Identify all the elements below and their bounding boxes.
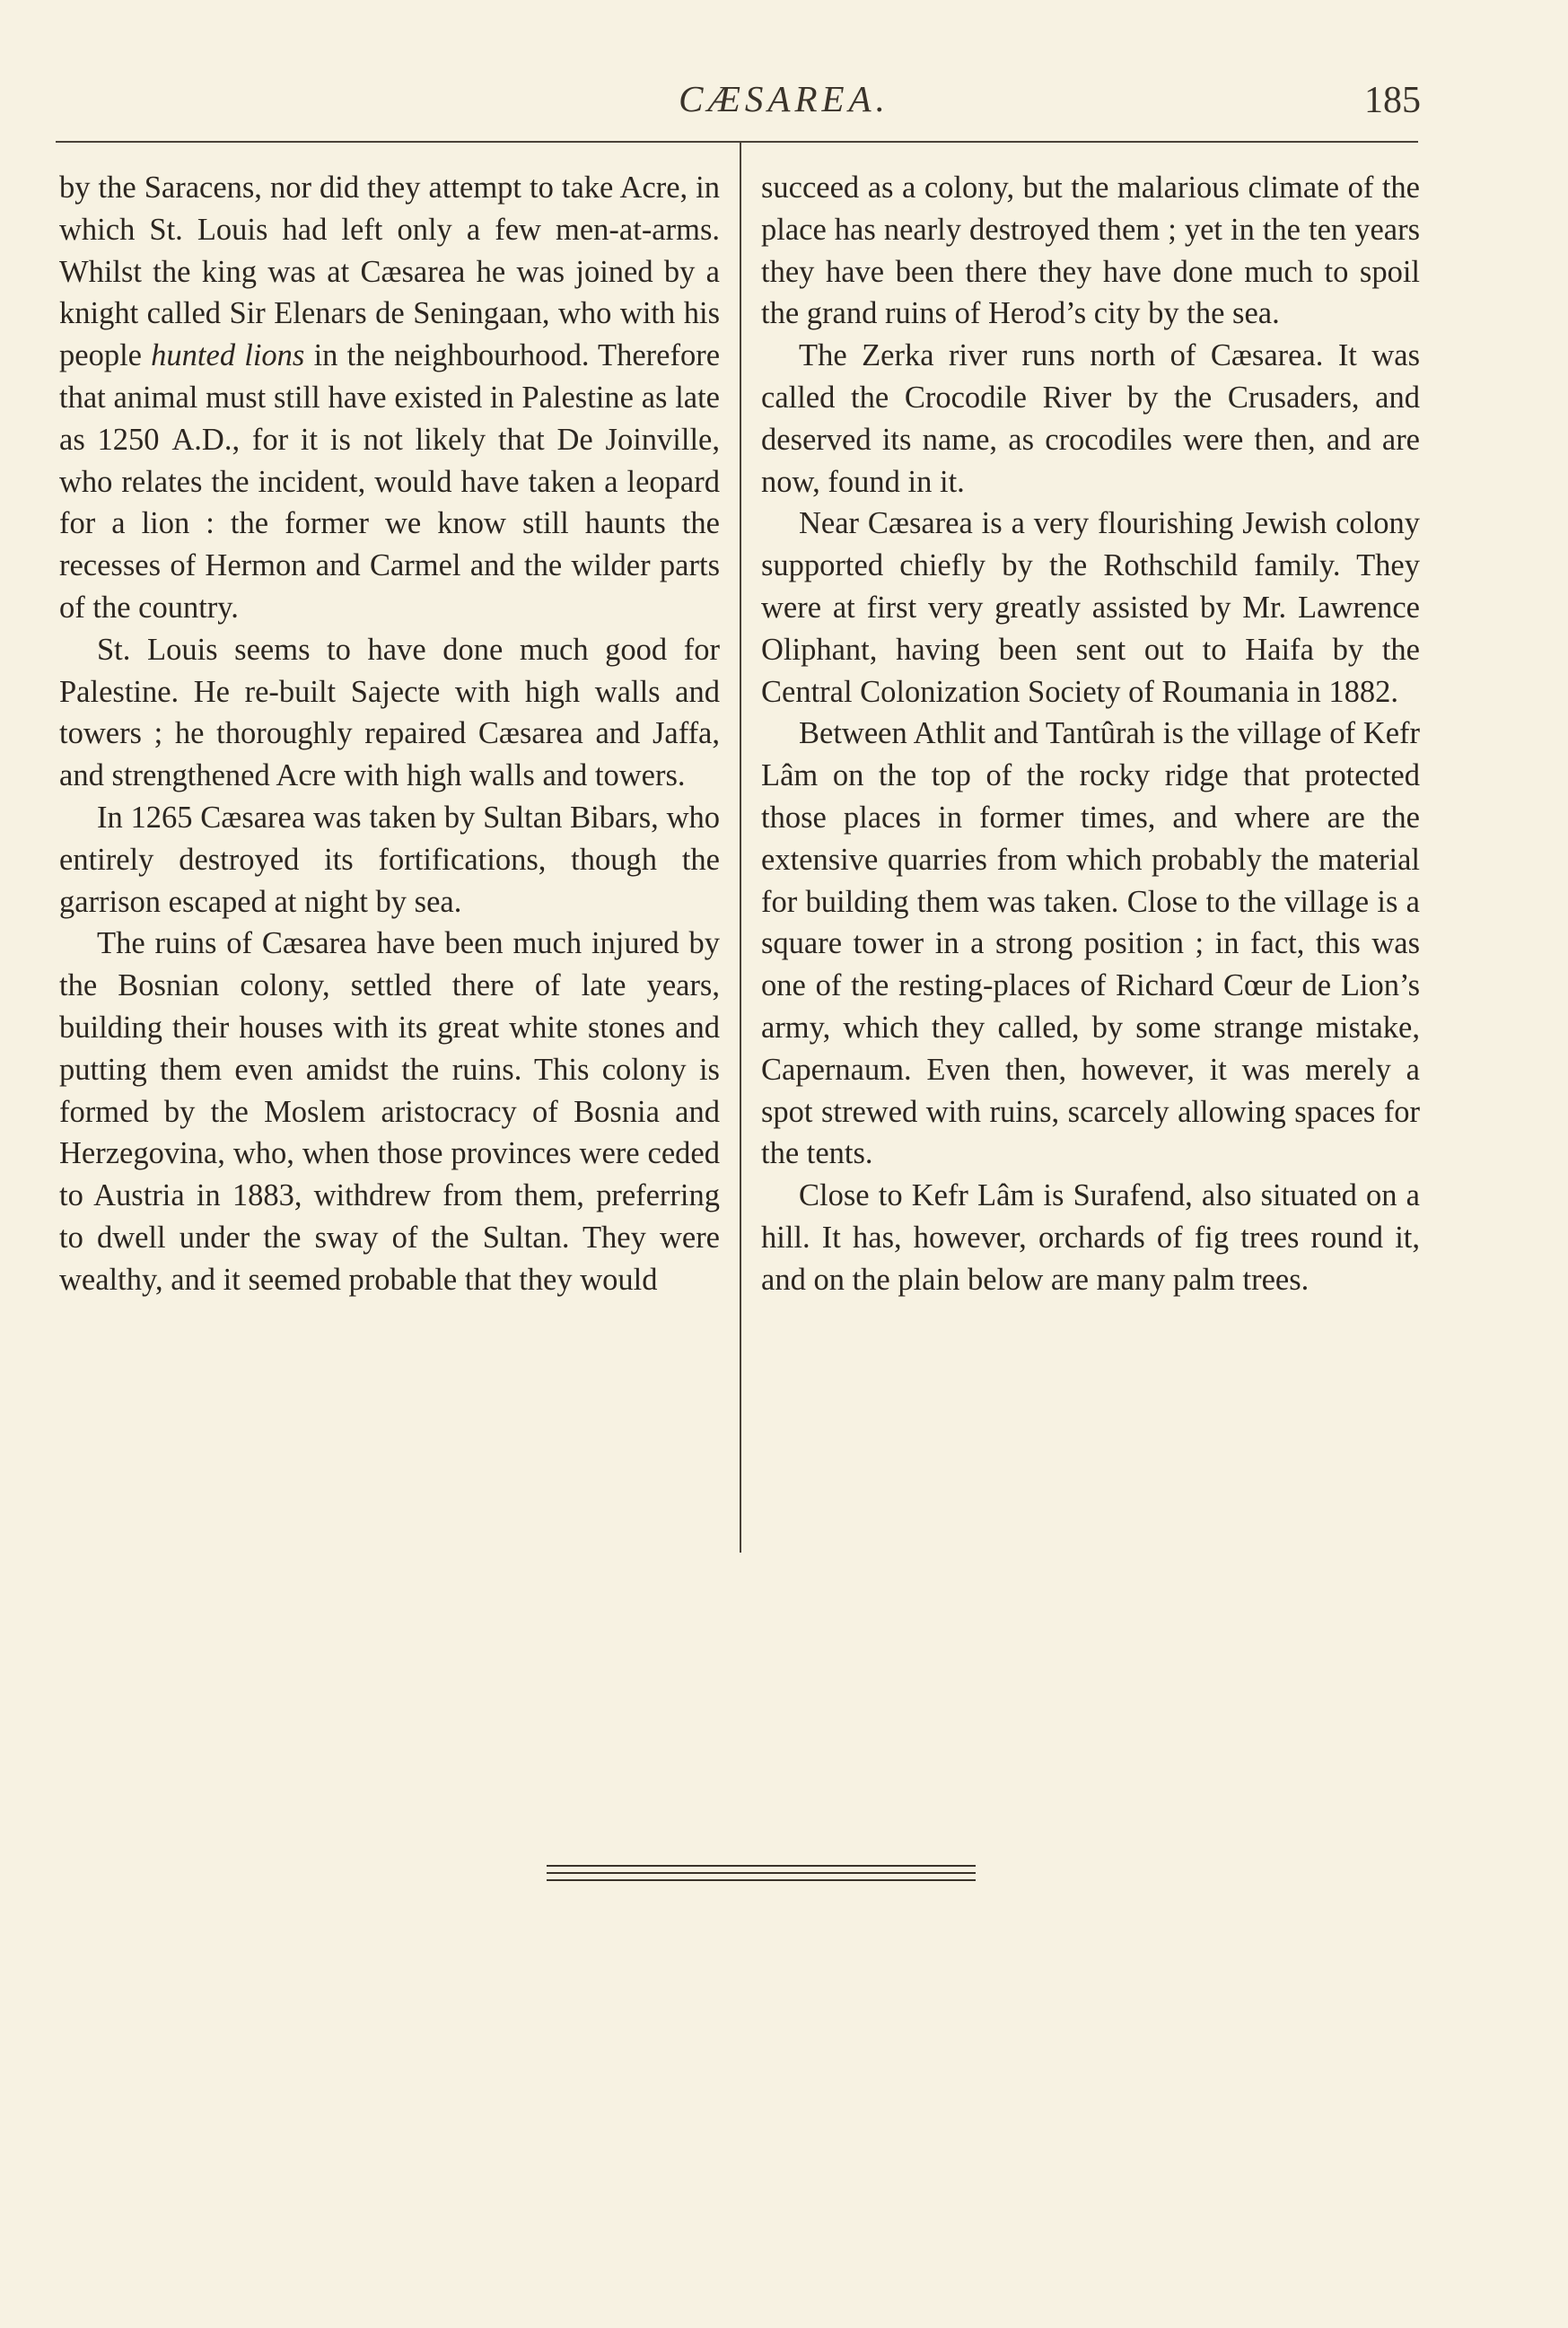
paragraph: succeed as a colony, but the malarious climate of the place has nearly destroyed them ; yet in the ten years they have been there they have done much to spoil the grand ruins of Herod’s city by the sea.	[761, 171, 1420, 331]
page-number: 185	[1364, 80, 1421, 121]
tailpiece-rule	[547, 1879, 976, 1881]
tailpiece-rule	[547, 1865, 976, 1867]
paragraph-text: in the neighbourhood. Therefore that animal must still have existed in Palestine as late as 1250	[59, 338, 721, 457]
paragraph: In 1265 Cæsarea was taken by Sultan Bibars, who entirely destroyed its fortifications, though the garrison escaped at night by sea.	[59, 800, 720, 919]
paragraph: The Zerka river runs north of Cæsarea. It was called the Crocodile River by the Crusaders, and deserved its name, as crocodiles were then, and are now, found in it.	[761, 338, 1420, 499]
paragraph-text: , for it is not likely that De Joinville, who relates the incident, would have taken a leopard for a lion : the former we know still haunts the recesses of Hermon and Carmel and the wilder parts of the country.	[59, 422, 720, 625]
running-title: CÆSAREA.	[679, 78, 889, 119]
paragraph: The ruins of Cæsarea have been much injured by the Bosnian colony, settled there of late years, building their houses with its great white stones and putting them even amidst the ruins. This colony is formed by the Moslem aristocracy of Bosnia and Herzegovina, who, when those provinces were ceded to Austria in 1883, withdrew from them, preferring to dwell under the sway of the Sultan. They were wealthy, and it seemed probable that they would	[59, 926, 720, 1297]
paragraph: Close to Kefr Lâm is Surafend, also situated on a hill. It has, however, orchards of fig trees round it, and on the plain below are many palm trees.	[761, 1178, 1420, 1297]
paragraph: Between Athlit and Tantûrah is the village of Kefr Lâm on the top of the rocky ridge that protected those places in former times, and where are the extensive quarries from which probably the material for building them was taken. Close to the village is a square tower in a strong position ; in fact, this was one of the resting-places of Richard Cœur de Lion’s army, which they called, by some strange mistake, Capernaum. Even then, however, it was merely a spot strewed with ruins, scarcely allowing spaces for the tents.	[761, 716, 1420, 1171]
era-abbreviation: A.D.	[171, 422, 232, 457]
left-column	[59, 167, 720, 1301]
italic-phrase: hunted lions	[151, 338, 305, 373]
tailpiece-rule	[547, 1872, 976, 1874]
paragraph: St. Louis seems to have done much good for Palestine. He re-built Sajecte with high walls and towers ; he thoroughly repaired Cæsarea and Jaffa, and strengthened Acre with high walls and towers.	[59, 632, 720, 793]
paragraph	[59, 167, 720, 629]
paragraph-text: by the Saracens, nor did they attempt to take Acre, in which St. Louis had left only a few men-at-arms. Whilst the king was at Cæsarea he was joined by a knight called Sir Elenars de Seningaan, who with his people	[59, 171, 720, 373]
running-head	[0, 70, 1568, 133]
column-divider	[740, 142, 741, 1553]
header-rule	[56, 141, 1418, 143]
right-column	[761, 167, 1420, 1301]
paragraph: Near Cæsarea is a very flourishing Jewish colony supported chiefly by the Rothschild family. They were at first very greatly assisted by Mr. Lawrence Oliphant, having been sent out to Haifa by the Central Colonization Society of Roumania in 1882.	[761, 506, 1420, 709]
